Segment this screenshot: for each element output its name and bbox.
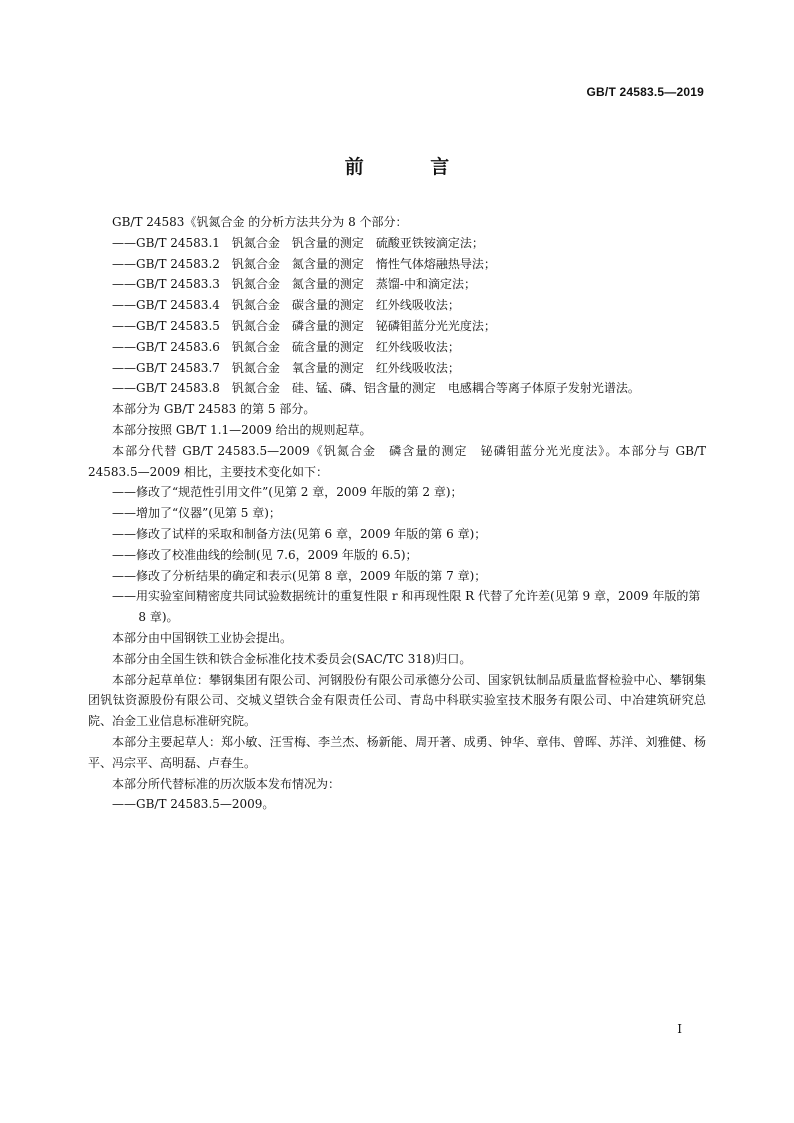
standard-code: GB/T 24583.5—2019 [586,85,704,99]
part-element: 钒含量的测定 [291,235,364,250]
list-item [112,295,706,316]
list-item: ——修改了校准曲线的绘制(见 7.6，2009 年版的 6.5)； [112,547,418,562]
page-number: I [677,1022,682,1036]
list-item [112,274,706,295]
part-subject: 钒氮合金 [231,381,280,396]
part-subject: 钒氮合金 [231,339,280,354]
page-title: 前 言 [344,156,480,178]
part-method: 电感耦合等离子体原子发射光谱法。 [447,381,640,396]
list-item [112,337,706,358]
part-element: 氧含量的测定 [291,360,364,375]
part-element: 硫含量的测定 [291,339,364,354]
part-code: ——GB/T 24583.6 [112,339,220,354]
replacement-statement: 本部分代替 GB/T 24583.5—2009《钒氮合金 磷含量的测定 铋磷钼蓝分光光度法》。本部分与 GB/T 24583.5—2009 相比，主要技术变化如下： [88,443,706,479]
part-code: ——GB/T 24583.3 [112,277,220,292]
part-code: ——GB/T 24583.2 [112,256,220,271]
part-code: ——GB/T 24583.7 [112,360,220,375]
intro-paragraph: GB/T 24583《钒氮合金 的分析方法共分为 8 个部分： [112,215,408,229]
part-method: 红外线吸收法； [375,360,460,375]
part-subject: 钒氮合金 [231,318,280,333]
part-method: 蒸馏-中和滴定法； [375,277,476,292]
part-element: 氮含量的测定 [291,277,364,292]
part-method: 红外线吸收法； [375,298,460,313]
list-item [112,358,706,379]
drafting-units-statement: 本部分起草单位：攀钢集团有限公司、河钢股份有限公司承德分公司、国家钒钛制品质量监督检验中心、攀钢集团钒钛资源股份有限公司、交城义望铁合金有限责任公司、青岛中科联实验室技术服务有限公司、中冶建筑研究总院、冶金工业信息标准研究院。 [88,672,706,729]
part-subject: 钒氮合金 [231,235,280,250]
list-item: ——修改了分析结果的确定和表示(见第 8 章，2009 年版的第 7 章)； [112,568,487,583]
list-item: ——GB/T 24583.5—2009。 [112,797,275,812]
drafting-rules-statement: 本部分按照 GB/T 1.1—2009 给出的规则起草。 [112,422,372,437]
part-element: 氮含量的测定 [291,256,364,271]
part-subject: 钒氮合金 [231,360,280,375]
proposed-by-statement: 本部分由中国钢铁工业协会提出。 [112,630,293,645]
centralized-by-statement: 本部分由全国生铁和铁合金标准化技术委员会(SAC/TC 318)归口。 [112,651,472,666]
part-code: ——GB/T 24583.8 [112,381,220,396]
changes-list [88,482,706,628]
history-statement: 本部分所代替标准的历次版本发布情况为： [112,776,341,791]
list-item: ——修改了“规范性引用文件”(见第 2 章，2009 年版的第 2 章)； [112,485,463,500]
part-statement: 本部分为 GB/T 24583 的第 5 部分。 [112,402,316,417]
part-code: ——GB/T 24583.5 [112,318,220,333]
part-code: ——GB/T 24583.1 [112,235,220,250]
list-item [112,233,706,254]
part-element: 硅、锰、磷、铝含量的测定 [291,381,436,396]
list-item [112,254,706,275]
list-item: ——增加了“仪器”(见第 5 章)； [112,506,281,521]
parts-list [88,233,706,399]
part-code: ——GB/T 24583.4 [112,298,220,313]
part-method: 惰性气体熔融热导法； [375,256,496,271]
foreword-body [88,212,706,815]
list-item [112,378,706,399]
part-method: 硫酸亚铁铵滴定法； [375,235,484,250]
part-element: 碳含量的测定 [291,298,364,313]
part-subject: 钒氮合金 [231,277,280,292]
list-item [112,316,706,337]
list-item: ——修改了试样的采取和制备方法(见第 6 章，2009 年版的第 6 章)； [112,526,487,541]
drafters-statement: 本部分主要起草人：郑小敏、汪雪梅、李兰杰、杨新能、周开著、成勇、钟华、章伟、曾晖、苏洋、刘雅健、杨平、冯宗平、高明磊、卢春生。 [88,734,706,770]
part-method: 红外线吸收法； [375,339,460,354]
list-item: ——用实验室间精密度共同试验数据统计的重复性限 r 和再现性限 R 代替了允许差(见第 9 章，2009 年版的第 8 章)。 [112,589,701,625]
part-method: 铋磷钼蓝分光光度法； [375,318,496,333]
part-subject: 钒氮合金 [231,298,280,313]
part-element: 磷含量的测定 [291,318,364,333]
part-subject: 钒氮合金 [231,256,280,271]
